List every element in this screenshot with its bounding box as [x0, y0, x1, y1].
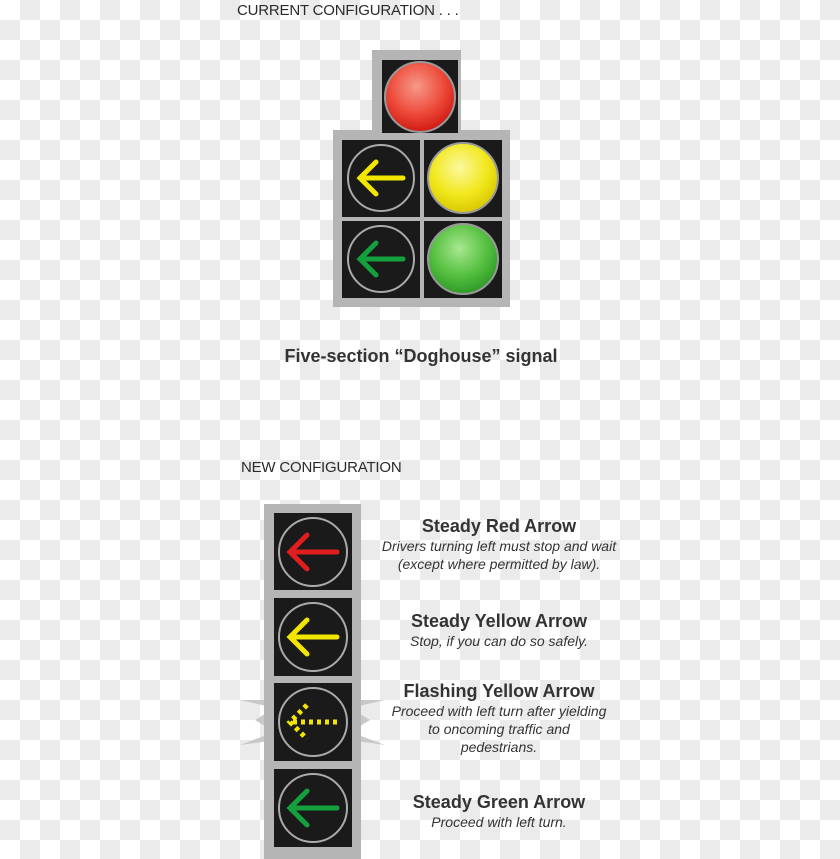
- doghouse-caption: Five-section “Doghouse” signal: [284, 346, 558, 366]
- signal-text: Proceed with left turn after yielding to oncoming traffic and pedestrians.: [391, 703, 607, 755]
- signal-title: Flashing Yellow Arrow: [403, 681, 595, 701]
- signal-description-flashing-yellow: [380, 680, 618, 756]
- signal-description-yellow: [380, 610, 618, 650]
- signal-text: Proceed with left turn.: [431, 814, 567, 830]
- signal-title: Steady Green Arrow: [412, 792, 586, 812]
- signal-text: Drivers turning left must stop and wait (except where permitted by law).: [381, 538, 617, 572]
- signal-text: Stop, if you can do so safely.: [410, 633, 588, 649]
- signal-description-green: [380, 791, 618, 831]
- flashing-yellow-arrow-signal: [240, 504, 385, 859]
- signal-description-red: [380, 515, 618, 573]
- signal-title: Steady Yellow Arrow: [410, 611, 588, 631]
- new-configuration-heading: NEW CONFIGURATION: [241, 459, 402, 476]
- red-ball-light: [385, 62, 455, 132]
- yellow-ball-light: [428, 143, 498, 213]
- doghouse-signal: [333, 50, 510, 307]
- green-ball-light: [428, 224, 498, 294]
- signal-title: Steady Red Arrow: [421, 516, 577, 536]
- current-configuration-heading: CURRENT CONFIGURATION . . .: [237, 2, 459, 19]
